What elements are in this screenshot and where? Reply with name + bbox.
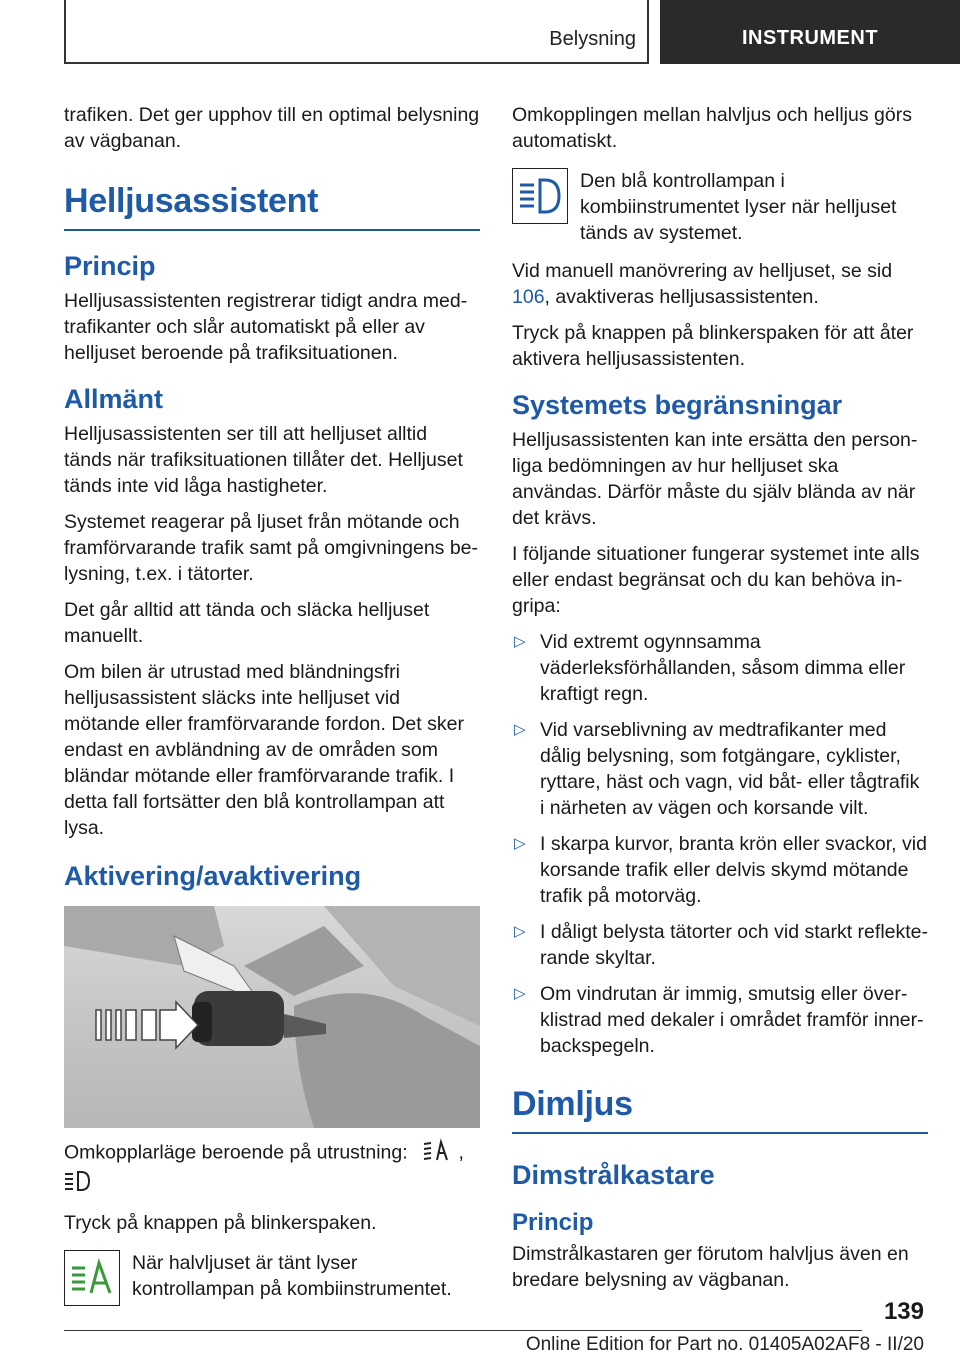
low-beam-indicator-text: När halvljuset är tänt lyser kontrollampan på kombiinstrumentet. [132, 1252, 452, 1300]
principle-text: Helljusassistenten registrerar tidigt andra medtrafikanter och slår automatiskt på eller av helljuset beroende på trafiksituationen. [64, 290, 468, 364]
footer-divider [64, 1330, 862, 1331]
switch-position-label: Omkopplarläge beroende på utrustning: [64, 1141, 408, 1164]
manual-text-before: Vid manuell manövrering av helljuset, se sid [512, 260, 893, 282]
limits-paragraph-2: I följande situationer fungerar systemet inte alls eller endast begränsat och du kan behöva ingripa: [512, 543, 920, 617]
high-beam-assist-icon-alt [64, 1169, 90, 1200]
fog-principle-text: Dimstrålkastaren ger förutom halvljus även en bredare belysning av vägbanan. [512, 1243, 909, 1291]
general-paragraph-4: Om bilen är utrustad med bländningsfri helljusassistent släcks inte helljuset vid mötande eller framförvarande fordon. Det sker endast en avbländning av de områden som bländar mötande eller framförvarande trafik. I detta fall fortsätter den blå kontrollampan att lysa. [64, 661, 464, 839]
list-item [512, 981, 928, 1059]
header-section-title: Belysning [549, 28, 636, 50]
left-column [64, 102, 480, 1318]
header-chapter-tab [660, 0, 960, 64]
general-heading: Allmänt [64, 384, 164, 414]
general-paragraph-3: Det går alltid att tända och släcka helljuset manuellt. [64, 599, 430, 647]
high-beam-indicator-text: Den blå kontrollampan i kombiinstrumentet lyser när helljuset tänds av systemet. [580, 170, 897, 244]
low-beam-indicator-note [64, 1250, 480, 1306]
high-beam-assist-icon [423, 1138, 449, 1169]
general-paragraph-1: Helljusassistenten ser till att helljuset alltid tänds när trafiksituationen tillåter det. Helljuset tänds inte vid låga hastigheter. [64, 423, 463, 497]
manual-operation-text [512, 258, 928, 310]
list-item-text: I skarpa kurvor, branta krön eller svackor, vid korsande trafik eller delvis skymd mötande trafik på motorväg. [540, 833, 927, 907]
automatic-switching-text: Omkopplingen mellan halvljus och helljus görs automatiskt. [512, 104, 912, 152]
bullet-triangle-icon: ▷ [514, 835, 526, 852]
list-item-text: Vid extremt ogynnsamma väderleksförhållanden, såsom dimma eller kraftigt regn. [540, 631, 906, 705]
limits-list [512, 629, 928, 1059]
header-chapter-label: INSTRUMENT [741, 26, 879, 49]
limits-paragraph-1: Helljusassistenten kan inte ersätta den personliga bedömningen av hur helljuset ska användas. Därför måste du själv blända av när det krävs. [512, 429, 918, 529]
press-button-text: Tryck på knappen på blinkerspaken. [64, 1212, 377, 1234]
bullet-triangle-icon: ▷ [514, 721, 526, 738]
switch-separator: , [458, 1141, 464, 1164]
right-column [512, 102, 928, 1303]
fog-lights-heading: Dimstrålkastare [512, 1160, 715, 1190]
manual-text-after: , avaktiveras helljusassistenten. [544, 286, 819, 308]
bullet-triangle-icon: ▷ [514, 633, 526, 650]
footer-edition: Online Edition for Part no. 01405A02AF8 - II/20 [525, 1334, 924, 1355]
list-item [512, 831, 928, 909]
high-beam-indicator-note [512, 168, 928, 246]
high-beam-indicator-icon [512, 168, 568, 224]
reactivate-text: Tryck på knappen på blinkerspaken för att åter aktivera helljusassistenten. [512, 322, 914, 370]
section-title-dimljus: Dimljus [512, 1085, 928, 1134]
fog-principle-heading: Princip [512, 1209, 594, 1236]
list-item [512, 717, 928, 821]
page-106-link[interactable]: 106 [512, 286, 545, 308]
switch-position-text [64, 1138, 480, 1200]
list-item [512, 629, 928, 707]
list-item-text: Vid varseblivning av medtrafikanter med dålig belysning, som fotgängare, cyklister, ryttare, häst och vagn, vid båt- eller tågtrafik i närheten av vägen och korsande vilt. [540, 719, 920, 819]
page-number: 139 [883, 1298, 924, 1325]
principle-heading: Princip [64, 251, 156, 281]
list-item [512, 919, 928, 971]
intro-text: trafiken. Det ger upphov till en optimal belysning av vägbanan. [64, 104, 480, 152]
section-title-helljusassistent: Helljusassistent [64, 182, 480, 231]
general-paragraph-2: Systemet reagerar på ljuset från mötande och framförvarande trafik samt på omgivningens belysning, t.ex. i tätorter. [64, 511, 479, 585]
limits-heading: Systemets begränsningar [512, 390, 843, 420]
low-beam-indicator-icon [64, 1250, 120, 1306]
list-item-text: I dåligt belysta tätorter och vid starkt reflekterande skyltar. [540, 921, 929, 969]
list-item-text: Om vindrutan är immig, smutsig eller överklistrad med dekaler i området framför innerbackspegeln. [540, 983, 924, 1057]
lever-illustration [64, 906, 480, 1128]
turn-signal-lever-photo [64, 906, 480, 1128]
activation-heading: Aktivering/avaktivering [64, 861, 362, 891]
bullet-triangle-icon: ▷ [514, 985, 526, 1002]
bullet-triangle-icon: ▷ [514, 923, 526, 940]
